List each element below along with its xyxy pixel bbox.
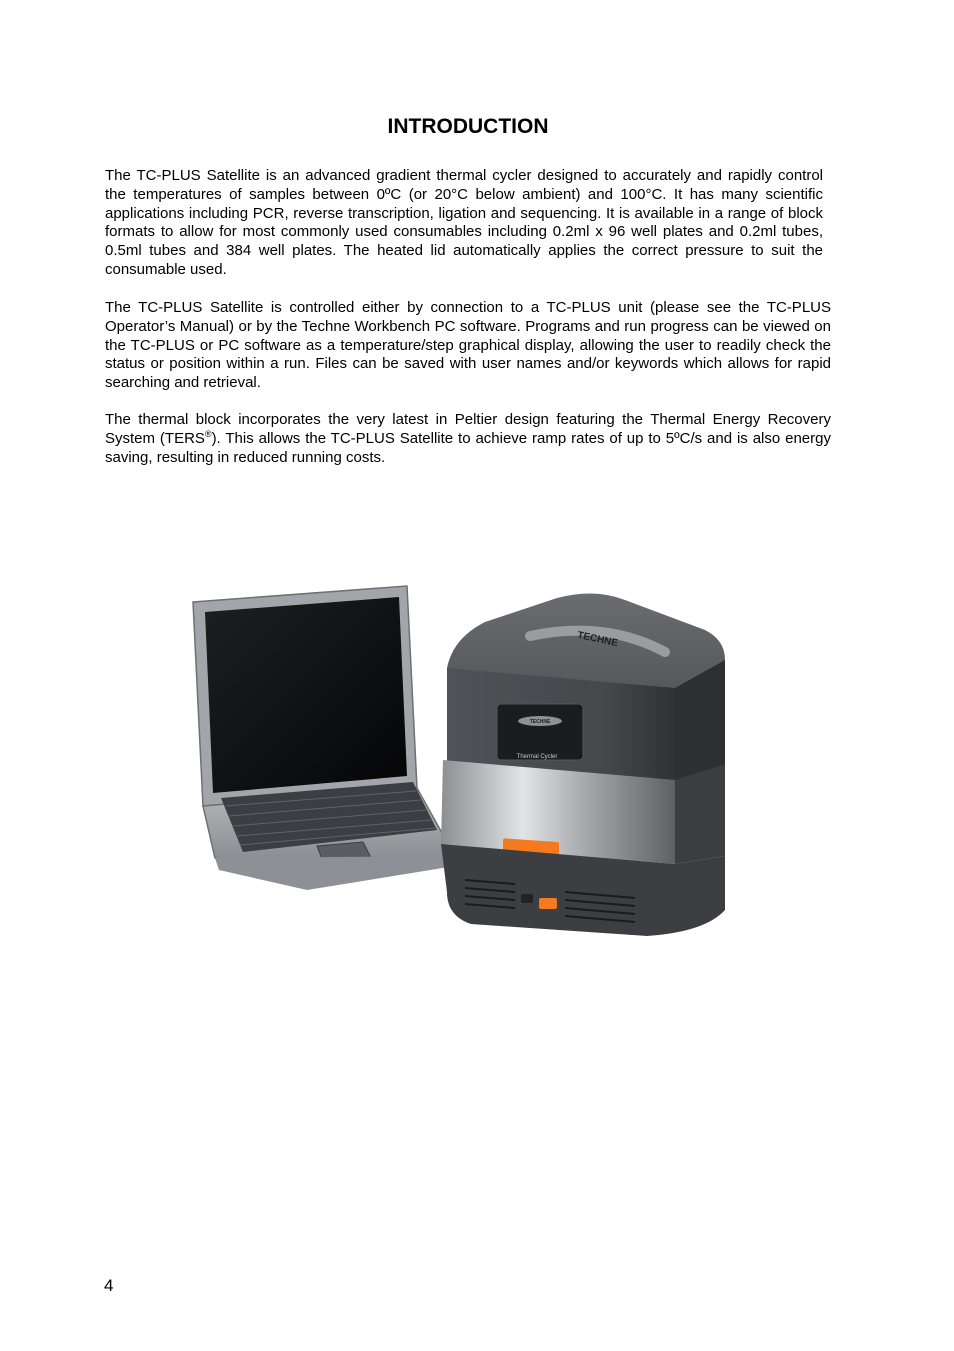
power-switch bbox=[521, 894, 533, 903]
page-title: INTRODUCTION bbox=[387, 115, 549, 138]
lid-brand-text: TECHNE bbox=[576, 629, 619, 650]
laptop-front-edge bbox=[215, 856, 455, 890]
steel-band-side bbox=[675, 764, 725, 864]
intro-paragraph-2: The TC-PLUS Satellite is controlled either by connection to a TC-PLUS unit (please see the TC-PLUS Operator’s Manual) or by the Techne Workbench PC software. Programs and run progress can be viewed on the TC-PLUS or PC software as a temperature/step graphical display, allowing the user to readily check the status or position within a run. Files can be saved with user names and/or keywords which allows for rapid searching and retrieval. bbox=[105, 299, 831, 392]
paragraph-3-text-end: ). This allows the TC-PLUS Satellite to achieve ramp rates of up to 5ºC/s and is also energy saving, resulting in reduced running costs. bbox=[105, 429, 831, 466]
product-photo bbox=[185, 580, 745, 940]
page-number: 4 bbox=[104, 1276, 114, 1295]
registered-mark: ® bbox=[204, 428, 212, 439]
laptop bbox=[193, 586, 455, 890]
orange-button bbox=[539, 898, 557, 909]
laptop-and-thermal-cycler-illustration bbox=[185, 580, 745, 940]
device-label: Thermal Cycler bbox=[516, 754, 558, 760]
thermal-cycler bbox=[441, 593, 725, 936]
badge-brand-text: TECHNE bbox=[529, 719, 551, 725]
laptop-screen bbox=[205, 597, 407, 793]
cycler-display-badge bbox=[497, 704, 583, 760]
intro-paragraph-1: The TC-PLUS Satellite is an advanced gradient thermal cycler designed to accurately and rapidly control the temperatures of samples between 0ºC (or 20°C below ambient) and 100°C. It has many scientific applications including PCR, reverse transcription, ligation and sequencing. It is available in a range of block formats to allow for most commonly used consumables including 0.2ml x 96 well plates and 0.2ml tubes, 0.5ml tubes and 384 well plates. The heated lid automatically applies the correct pressure to suit the consumable used. bbox=[105, 167, 823, 278]
intro-paragraph-3 bbox=[105, 411, 831, 467]
paragraph-3-text-start: The thermal block incorporates the very latest in Peltier design featuring the Thermal Energy Recovery System (TERS bbox=[105, 411, 831, 447]
